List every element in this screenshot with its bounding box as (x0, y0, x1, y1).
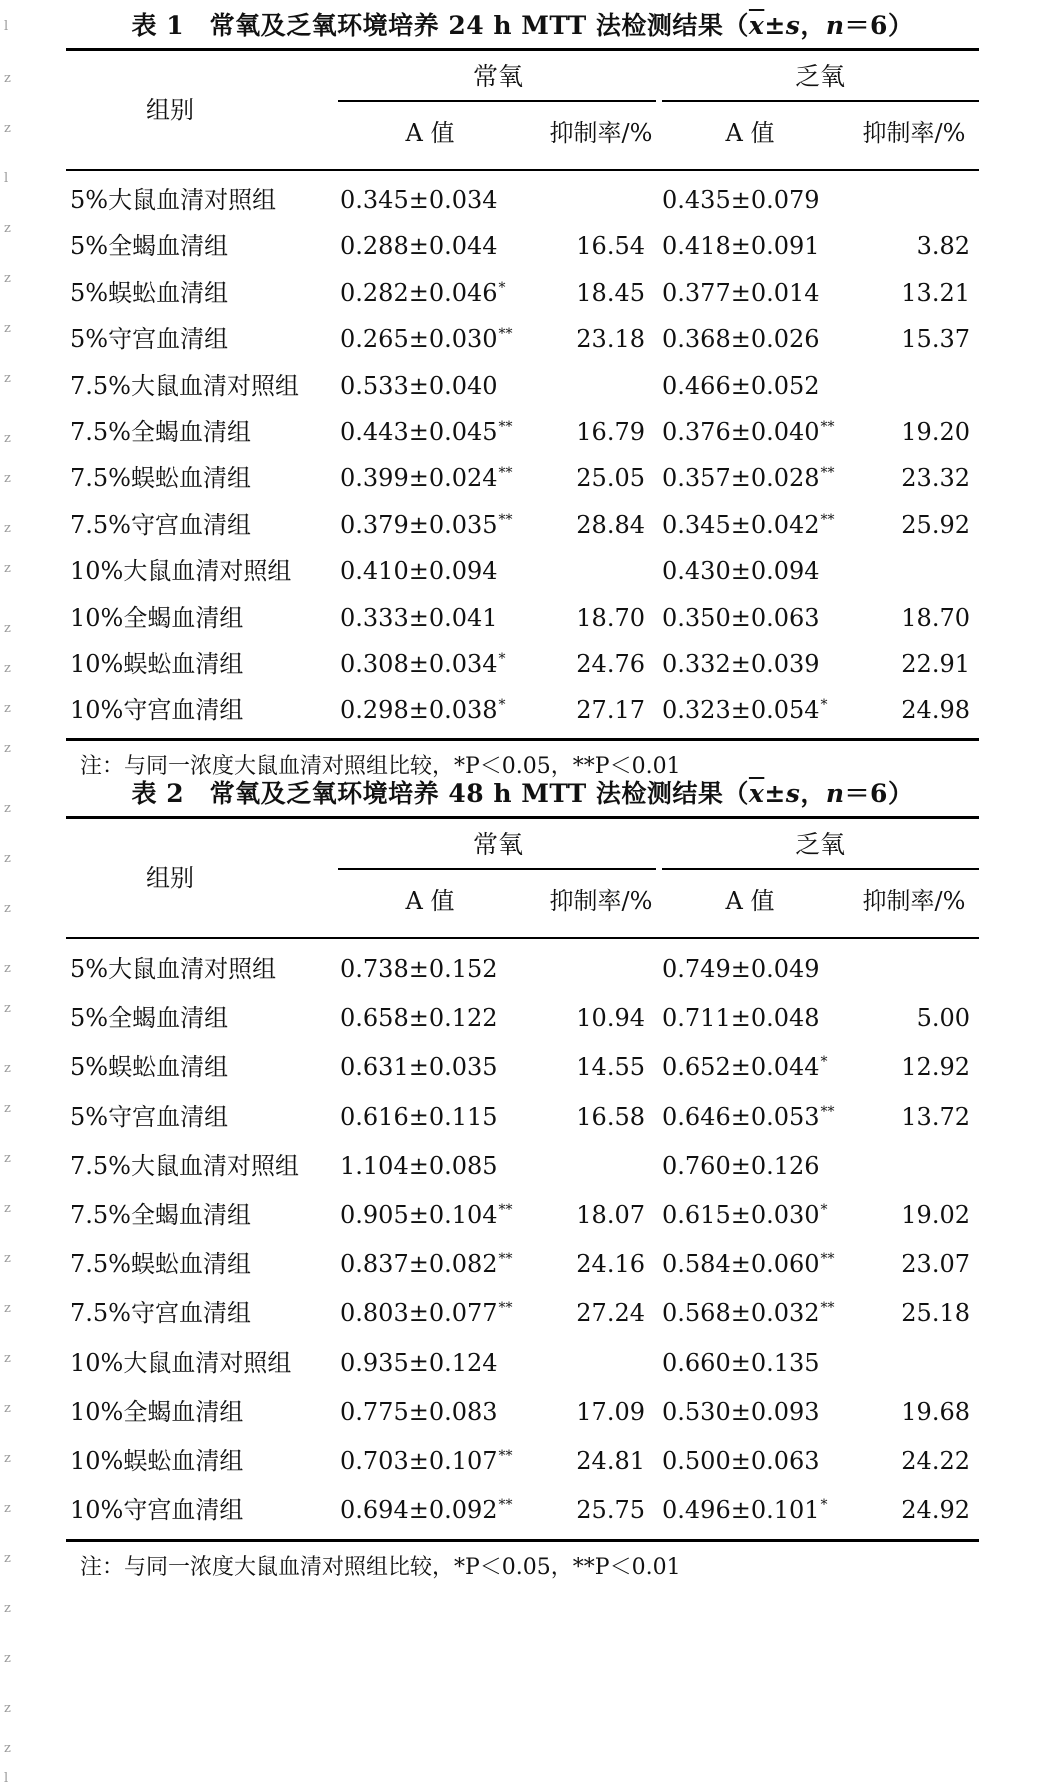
cell-inhibition-hypoxia: 12.92 (901, 1053, 970, 1082)
cell-inhibition-normoxia: 27.17 (576, 696, 645, 725)
header-inhibition-normoxia: 抑制率/% (549, 887, 653, 915)
table-1 (66, 4, 979, 793)
cell-a-value-hypoxia: 0.376±0.040** (662, 417, 835, 446)
cell-a-value-hypoxia: 0.646±0.053** (662, 1102, 835, 1131)
cell-inhibition-normoxia: 16.58 (576, 1102, 645, 1131)
cell-a-value-normoxia: 0.703±0.107** (340, 1446, 513, 1475)
cell-a-value-hypoxia: 0.350±0.063 (662, 603, 820, 632)
cell-a-value-hypoxia: 0.584±0.060** (662, 1250, 835, 1279)
cell-group: 7.5%大鼠血清对照组 (70, 1151, 299, 1180)
cell-a-value-hypoxia: 0.357±0.028** (662, 464, 835, 493)
cell-inhibition-normoxia: 10.94 (576, 1004, 645, 1033)
edge-mark: z (4, 431, 11, 446)
table-row (66, 994, 979, 1043)
cell-inhibition-normoxia: 25.75 (576, 1496, 645, 1525)
header-group: 组别 (146, 96, 194, 124)
significance-mark: ** (498, 326, 513, 343)
caption-sd-symbol: s (785, 11, 801, 40)
cell-a-value-normoxia: 0.265±0.030** (340, 325, 513, 354)
table-header (66, 51, 979, 169)
cell-a-value-hypoxia: 0.418±0.091 (662, 232, 820, 261)
edge-mark: z (4, 1741, 11, 1756)
cell-inhibition-normoxia: 24.76 (576, 649, 645, 678)
cell-group: 10%蜈蚣血清组 (70, 649, 244, 678)
cell-inhibition-normoxia: 18.70 (576, 603, 645, 632)
cell-inhibition-hypoxia: 19.20 (901, 417, 970, 446)
table-row (66, 177, 979, 223)
significance-mark: ** (498, 1251, 513, 1268)
cell-a-value-hypoxia: 0.711±0.048 (662, 1004, 820, 1033)
header-a-value-normoxia: A 值 (405, 887, 455, 915)
cell-a-value-normoxia: 0.905±0.104** (340, 1200, 513, 1229)
edge-mark: z (4, 371, 11, 386)
cell-a-value-normoxia: 0.616±0.115 (340, 1102, 498, 1131)
edge-mark: z (4, 1001, 11, 1016)
header-a-value-normoxia: A 值 (405, 119, 455, 147)
cell-inhibition-hypoxia: 25.92 (901, 510, 970, 539)
significance-mark: ** (820, 1251, 835, 1268)
cell-a-value-normoxia: 0.298±0.038* (340, 696, 506, 725)
edge-mark: z (4, 1501, 11, 1516)
cell-inhibition-hypoxia: 13.21 (901, 278, 970, 307)
edge-mark: l (4, 171, 9, 186)
cell-group: 10%守宫血清组 (70, 1496, 244, 1525)
cell-group: 7.5%守宫血清组 (70, 1299, 251, 1328)
table-row (66, 1388, 979, 1437)
header-hypoxia: 乏氧 (794, 830, 845, 859)
cell-inhibition-normoxia: 24.16 (576, 1250, 645, 1279)
cell-group: 7.5%全蝎血清组 (70, 1200, 251, 1229)
header-inhibition-hypoxia: 抑制率/% (862, 119, 966, 147)
cell-group: 5%守宫血清组 (70, 325, 229, 354)
caption-plus-minus: ± (764, 11, 786, 40)
edge-mark: z (4, 1351, 11, 1366)
table-1-caption (66, 4, 979, 48)
significance-mark: ** (820, 1103, 835, 1120)
caption-n-value: ＝6） (844, 779, 914, 808)
edge-mark: z (4, 961, 11, 976)
cell-a-value-normoxia: 0.631±0.035 (340, 1053, 498, 1082)
table-row (66, 1240, 979, 1289)
significance-mark: ** (498, 418, 513, 435)
cell-group: 5%蜈蚣血清组 (70, 1053, 229, 1082)
cell-a-value-normoxia: 0.658±0.122 (340, 1004, 498, 1033)
table-2 (66, 772, 979, 1594)
significance-mark: * (820, 1497, 828, 1514)
cell-inhibition-normoxia: 18.07 (576, 1200, 645, 1229)
cell-a-value-hypoxia: 0.496±0.101* (662, 1496, 828, 1525)
cell-inhibition-hypoxia: 5.00 (916, 1004, 970, 1033)
significance-mark: ** (498, 1497, 513, 1514)
table-row (66, 595, 979, 641)
cell-inhibition-normoxia: 17.09 (576, 1397, 645, 1426)
cell-group: 5%大鼠血清对照组 (70, 186, 277, 214)
cell-a-value-normoxia: 0.345±0.034 (340, 186, 498, 214)
significance-mark: * (820, 1201, 828, 1218)
cell-a-value-normoxia: 0.399±0.024** (340, 464, 513, 493)
cell-inhibition-normoxia: 16.54 (576, 232, 645, 261)
header-a-value-hypoxia: A 值 (725, 887, 775, 915)
table-row (66, 455, 979, 501)
cell-a-value-hypoxia: 0.652±0.044* (662, 1053, 828, 1082)
cell-inhibition-normoxia: 27.24 (576, 1299, 645, 1328)
header-normoxia: 常氧 (472, 830, 523, 859)
table-row (66, 1289, 979, 1338)
edge-mark: z (4, 1401, 11, 1416)
cell-inhibition-hypoxia: 23.07 (901, 1250, 970, 1279)
significance-mark: * (498, 697, 506, 714)
cell-a-value-hypoxia: 0.760±0.126 (662, 1151, 820, 1180)
cell-inhibition-normoxia: 14.55 (576, 1053, 645, 1082)
cell-a-value-normoxia: 0.738±0.152 (340, 955, 498, 983)
cell-a-value-hypoxia: 0.530±0.093 (662, 1397, 820, 1426)
table-note: 注：与同一浓度大鼠血清对照组比较，*P＜0.05，**P＜0.01 (80, 753, 681, 779)
edge-mark: z (4, 621, 11, 636)
table-row (66, 1142, 979, 1191)
hypoxia-rule (662, 100, 979, 102)
table-row (66, 223, 979, 269)
cell-group: 10%守宫血清组 (70, 696, 244, 725)
cell-a-value-normoxia: 0.282±0.046* (340, 278, 506, 307)
cell-inhibition-hypoxia: 18.70 (901, 603, 970, 632)
table-row (66, 502, 979, 548)
cell-a-value-hypoxia: 0.660±0.135 (662, 1348, 820, 1377)
header-group: 组别 (146, 864, 194, 892)
edge-mark: z (4, 121, 11, 136)
edge-mark: z (4, 471, 11, 486)
cell-group: 5%全蝎血清组 (70, 1004, 229, 1033)
table-row (66, 1191, 979, 1240)
cell-a-value-normoxia: 0.935±0.124 (340, 1348, 498, 1377)
cell-inhibition-hypoxia: 15.37 (901, 325, 970, 354)
significance-mark: ** (820, 511, 835, 528)
cell-inhibition-hypoxia: 24.22 (901, 1446, 970, 1475)
caption-separator: ， (800, 11, 826, 40)
caption-mean-symbol: $\overline{x}$ (748, 779, 765, 808)
cell-a-value-normoxia: 0.410±0.094 (340, 557, 498, 586)
normoxia-rule (338, 100, 656, 102)
caption-text: 表 2 常氧及乏氧环境培养 48 h MTT 法检测结果（ (131, 779, 749, 808)
edge-mark: l (4, 19, 9, 34)
table-row (66, 1043, 979, 1092)
edge-mark: z (4, 1551, 11, 1566)
cell-group: 7.5%大鼠血清对照组 (70, 371, 299, 400)
edge-mark: z (4, 561, 11, 576)
cell-a-value-hypoxia: 0.435±0.079 (662, 186, 820, 214)
cell-group: 5%蜈蚣血清组 (70, 278, 229, 307)
significance-mark: ** (820, 418, 835, 435)
cell-inhibition-hypoxia: 24.98 (901, 696, 970, 725)
edge-mark: l (4, 1771, 9, 1786)
edge-mark: z (4, 1151, 11, 1166)
cell-group: 10%大鼠血清对照组 (70, 557, 292, 586)
cell-a-value-normoxia: 0.533±0.040 (340, 371, 498, 400)
edge-mark: z (4, 1201, 11, 1216)
cell-a-value-hypoxia: 0.368±0.026 (662, 325, 820, 354)
edge-mark: z (4, 661, 11, 676)
cell-a-value-hypoxia: 0.430±0.094 (662, 557, 820, 586)
caption-n-symbol: n (825, 779, 845, 808)
cell-inhibition-hypoxia: 25.18 (901, 1299, 970, 1328)
caption-plus-minus: ± (764, 779, 786, 808)
cell-inhibition-normoxia: 24.81 (576, 1446, 645, 1475)
significance-mark: ** (498, 1447, 513, 1464)
page-edge-marks (0, 0, 24, 1787)
cell-a-value-normoxia: 0.288±0.044 (340, 232, 498, 261)
cell-a-value-normoxia: 0.775±0.083 (340, 1397, 498, 1426)
significance-mark: ** (498, 465, 513, 482)
table-row (66, 945, 979, 994)
significance-mark: ** (498, 511, 513, 528)
caption-n-symbol: n (825, 11, 845, 40)
cell-a-value-normoxia: 0.694±0.092** (340, 1496, 513, 1525)
header-inhibition-hypoxia: 抑制率/% (862, 887, 966, 915)
caption-separator: ， (800, 779, 826, 808)
caption-sd-symbol: s (785, 779, 801, 808)
cell-inhibition-hypoxia: 19.68 (901, 1397, 970, 1426)
table-row (66, 409, 979, 455)
significance-mark: ** (498, 1300, 513, 1317)
significance-mark: * (498, 650, 506, 667)
cell-a-value-hypoxia: 0.377±0.014 (662, 278, 820, 307)
cell-a-value-normoxia: 0.308±0.034* (340, 649, 506, 678)
cell-a-value-hypoxia: 0.500±0.063 (662, 1446, 820, 1475)
significance-mark: * (820, 1054, 828, 1071)
cell-inhibition-normoxia: 16.79 (576, 417, 645, 446)
edge-mark: z (4, 321, 11, 336)
edge-mark: z (4, 1701, 11, 1716)
table-row (66, 270, 979, 316)
table-row (66, 1437, 979, 1486)
significance-mark: ** (498, 1201, 513, 1218)
cell-group: 5%守宫血清组 (70, 1102, 229, 1131)
edge-mark: z (4, 1061, 11, 1076)
caption-mean-symbol: $\overline{x}$ (748, 11, 765, 40)
cell-a-value-normoxia: 0.443±0.045** (340, 417, 513, 446)
cell-a-value-hypoxia: 0.568±0.032** (662, 1299, 835, 1328)
edge-mark: z (4, 1601, 11, 1616)
table-note: 注：与同一浓度大鼠血清对照组比较，*P＜0.05，**P＜0.01 (80, 1555, 681, 1581)
significance-mark: ** (820, 465, 835, 482)
cell-a-value-hypoxia: 0.332±0.039 (662, 649, 820, 678)
table-row (66, 363, 979, 409)
cell-group: 7.5%蜈蚣血清组 (70, 1250, 251, 1279)
table-header (66, 819, 979, 937)
edge-mark: z (4, 521, 11, 536)
cell-group: 10%全蝎血清组 (70, 1397, 244, 1426)
cell-inhibition-hypoxia: 13.72 (901, 1102, 970, 1131)
edge-mark: z (4, 71, 11, 86)
edge-mark: z (4, 1651, 11, 1666)
normoxia-rule (338, 868, 656, 870)
edge-mark: z (4, 701, 11, 716)
cell-inhibition-normoxia: 28.84 (576, 510, 645, 539)
edge-mark: z (4, 1301, 11, 1316)
cell-group: 7.5%蜈蚣血清组 (70, 464, 251, 493)
cell-group: 7.5%全蝎血清组 (70, 417, 251, 446)
significance-mark: * (498, 279, 506, 296)
cell-group: 10%全蝎血清组 (70, 603, 244, 632)
edge-mark: z (4, 801, 11, 816)
edge-mark: z (4, 221, 11, 236)
significance-mark: ** (820, 1300, 835, 1317)
cell-inhibition-hypoxia: 22.91 (901, 649, 970, 678)
cell-group: 10%蜈蚣血清组 (70, 1446, 244, 1475)
header-hypoxia: 乏氧 (794, 62, 845, 91)
table-row (66, 641, 979, 687)
edge-mark: z (4, 851, 11, 866)
caption-n-value: ＝6） (844, 11, 914, 40)
table-row (66, 687, 979, 733)
cell-group: 7.5%守宫血清组 (70, 510, 251, 539)
cell-inhibition-normoxia: 23.18 (576, 325, 645, 354)
significance-mark: * (820, 697, 828, 714)
edge-mark: z (4, 1451, 11, 1466)
cell-inhibition-hypoxia: 19.02 (901, 1200, 970, 1229)
table-row (66, 1339, 979, 1388)
cell-a-value-normoxia: 0.837±0.082** (340, 1250, 513, 1279)
hypoxia-rule (662, 868, 979, 870)
edge-mark: z (4, 271, 11, 286)
table-row (66, 1486, 979, 1535)
cell-a-value-normoxia: 0.803±0.077** (340, 1299, 513, 1328)
cell-inhibition-normoxia: 25.05 (576, 464, 645, 493)
cell-inhibition-hypoxia: 23.32 (901, 464, 970, 493)
cell-a-value-hypoxia: 0.749±0.049 (662, 955, 820, 983)
cell-group: 5%大鼠血清对照组 (70, 955, 277, 983)
table-body (66, 171, 979, 738)
table-row (66, 1093, 979, 1142)
table-row (66, 316, 979, 362)
cell-inhibition-hypoxia: 3.82 (916, 232, 970, 261)
table-row (66, 548, 979, 594)
edge-mark: z (4, 1251, 11, 1266)
table-2-caption (66, 772, 979, 816)
cell-inhibition-hypoxia: 24.92 (901, 1496, 970, 1525)
cell-group: 10%大鼠血清对照组 (70, 1348, 292, 1377)
cell-a-value-hypoxia: 0.615±0.030* (662, 1200, 828, 1229)
cell-a-value-normoxia: 1.104±0.085 (340, 1151, 498, 1180)
cell-a-value-normoxia: 0.333±0.041 (340, 603, 498, 632)
caption-text: 表 1 常氧及乏氧环境培养 24 h MTT 法检测结果（ (131, 11, 749, 40)
cell-a-value-normoxia: 0.379±0.035** (340, 510, 513, 539)
table-body (66, 939, 979, 1539)
cell-group: 5%全蝎血清组 (70, 232, 229, 261)
edge-mark: z (4, 901, 11, 916)
edge-mark: z (4, 1101, 11, 1116)
cell-a-value-hypoxia: 0.323±0.054* (662, 696, 828, 725)
cell-a-value-hypoxia: 0.345±0.042** (662, 510, 835, 539)
header-a-value-hypoxia: A 值 (725, 119, 775, 147)
header-inhibition-normoxia: 抑制率/% (549, 119, 653, 147)
edge-mark: z (4, 741, 11, 756)
cell-inhibition-normoxia: 18.45 (576, 278, 645, 307)
cell-a-value-hypoxia: 0.466±0.052 (662, 371, 820, 400)
header-normoxia: 常氧 (472, 62, 523, 91)
